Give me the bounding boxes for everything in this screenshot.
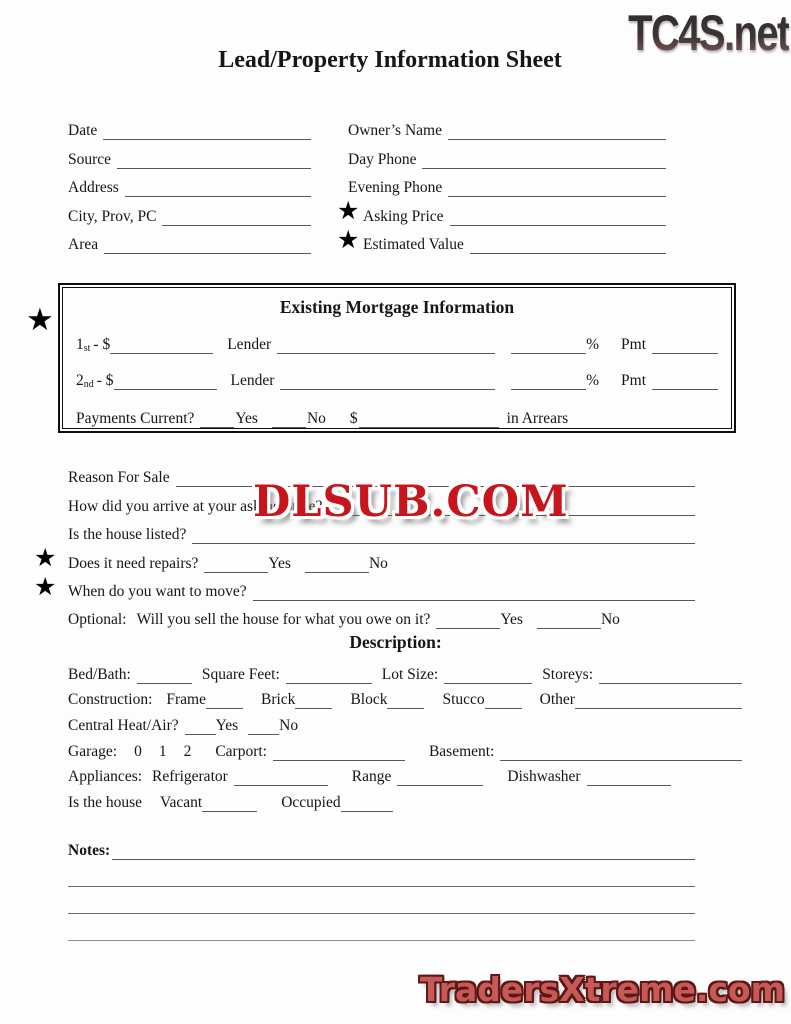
- block-label: Block: [350, 691, 388, 709]
- notes-line-4[interactable]: [68, 914, 695, 941]
- garage-option-1[interactable]: 1: [158, 742, 167, 760]
- payments-yes-label: Yes: [235, 410, 258, 427]
- refrigerator-line[interactable]: [234, 768, 328, 786]
- first-mortgage-ordinal: 1: [76, 336, 84, 353]
- bed-bath-label: Bed/Bath:: [68, 665, 131, 683]
- field-row-needs-repairs: [34, 543, 695, 573]
- field-row-optional-sell: [68, 601, 695, 629]
- frame-line[interactable]: [206, 691, 243, 709]
- notes-line-2[interactable]: [68, 860, 695, 887]
- first-mortgage-dollar-label: - $: [93, 336, 111, 353]
- block-line[interactable]: [387, 691, 424, 709]
- carport-line[interactable]: [273, 743, 405, 761]
- date-label: Date: [68, 122, 98, 140]
- field-row-evening-phone: [348, 169, 666, 197]
- house-listed-line[interactable]: [192, 526, 695, 544]
- estimated-value-label: Estimated Value: [363, 235, 464, 253]
- day-phone-label: Day Phone: [348, 150, 417, 168]
- storeys-label: Storeys:: [542, 665, 593, 683]
- payments-no-line[interactable]: [272, 410, 306, 428]
- brick-line[interactable]: [295, 691, 332, 709]
- star-icon: ★: [337, 224, 360, 254]
- field-row-appliances: [68, 761, 742, 787]
- optional-question-label: Will you sell the house for what you owe on it?: [136, 611, 431, 629]
- in-arrears-label: in Arrears: [506, 410, 569, 427]
- dishwasher-label: Dishwasher: [507, 768, 581, 786]
- garage-option-2[interactable]: 2: [183, 742, 192, 760]
- second-pmt-line[interactable]: [652, 372, 718, 390]
- basement-line[interactable]: [500, 743, 742, 761]
- first-lender-line[interactable]: [277, 336, 495, 354]
- occupied-label: Occupied: [281, 794, 341, 812]
- optional-yes-line[interactable]: [436, 611, 500, 629]
- reason-for-sale-label: Reason For Sale: [68, 469, 170, 487]
- first-mortgage-ordinal-suffix: st: [83, 343, 91, 354]
- vacant-label: Vacant: [160, 794, 203, 812]
- move-date-label: When do you want to move?: [68, 582, 247, 600]
- other-label: Other: [539, 691, 575, 709]
- heat-no-line[interactable]: [248, 717, 279, 735]
- dishwasher-line[interactable]: [587, 768, 671, 786]
- field-row-source: [68, 140, 311, 168]
- asking-price-basis-label: How did you arrive at your asking price?: [68, 497, 323, 515]
- star-icon: ★: [34, 543, 57, 573]
- asking-price-label: Asking Price: [363, 207, 444, 225]
- first-pmt-label: Pmt: [621, 336, 646, 353]
- mortgage-section: [26, 283, 736, 433]
- occupied-line[interactable]: [341, 794, 393, 812]
- contact-left-column: [68, 112, 311, 254]
- owner-name-line[interactable]: [448, 122, 666, 140]
- mortgage-row-first: [76, 331, 718, 354]
- carport-label: Carport:: [215, 742, 267, 760]
- heat-yes-line[interactable]: [185, 717, 216, 735]
- frame-label: Frame: [166, 691, 206, 709]
- notes-section: [68, 841, 695, 941]
- city-prov-pc-line[interactable]: [162, 208, 311, 226]
- field-row-central-heat: [68, 709, 742, 735]
- field-row-construction: [68, 684, 742, 710]
- description-section: [68, 658, 742, 812]
- storeys-line[interactable]: [599, 666, 742, 684]
- tradersxtreme-watermark: TradersXtreme.com: [419, 970, 785, 1009]
- mortgage-row-payments: [76, 404, 718, 428]
- second-mortgage-amount-line[interactable]: [114, 372, 217, 390]
- payments-yes-line[interactable]: [200, 410, 234, 428]
- source-line[interactable]: [117, 151, 311, 169]
- square-feet-label: Square Feet:: [201, 665, 280, 683]
- estimated-value-line[interactable]: [470, 236, 666, 254]
- second-lender-line[interactable]: [280, 372, 495, 390]
- field-row-city: [68, 197, 311, 225]
- other-line[interactable]: [575, 691, 742, 709]
- basement-label: Basement:: [428, 742, 495, 760]
- central-heat-label: Central Heat/Air?: [68, 717, 179, 735]
- address-line[interactable]: [125, 179, 311, 197]
- owner-name-label: Owner’s Name: [348, 122, 442, 140]
- contact-right-column: [337, 112, 666, 254]
- needs-repairs-label: Does it need repairs?: [68, 554, 199, 572]
- field-row-garage: [68, 735, 742, 761]
- first-rate-line[interactable]: [511, 336, 586, 354]
- dlsub-watermark: DLSUB.COM: [253, 477, 569, 527]
- field-row-day-phone: [348, 140, 666, 168]
- address-label: Address: [68, 179, 119, 197]
- move-date-line[interactable]: [253, 583, 695, 601]
- field-row-bedbath: [68, 658, 742, 684]
- stucco-label: Stucco: [442, 691, 485, 709]
- optional-yes-label: Yes: [500, 611, 523, 629]
- first-pmt-line[interactable]: [652, 336, 718, 354]
- arrears-dollar-label: $: [349, 410, 358, 427]
- asking-price-line[interactable]: [450, 208, 666, 226]
- field-row-area: [68, 226, 311, 254]
- field-row-move-date: [34, 571, 695, 601]
- mortgage-row-second: [76, 367, 718, 390]
- repairs-yes-line[interactable]: [204, 555, 268, 573]
- field-row-asking-price: [337, 196, 666, 226]
- optional-label: Optional:: [68, 611, 127, 629]
- heat-yes-label: Yes: [215, 717, 239, 735]
- range-line[interactable]: [397, 768, 483, 786]
- lot-size-label: Lot Size:: [381, 665, 439, 683]
- field-row-date: [68, 112, 311, 140]
- is-the-house-label: Is the house: [68, 794, 143, 812]
- range-label: Range: [351, 768, 392, 786]
- stucco-line[interactable]: [485, 691, 522, 709]
- repairs-no-label: No: [368, 554, 388, 572]
- field-row-estimated-value: [337, 224, 666, 254]
- field-row-address: [68, 169, 311, 197]
- second-mortgage-ordinal-suffix: nd: [83, 379, 94, 390]
- optional-no-line[interactable]: [537, 611, 601, 629]
- second-rate-line[interactable]: [511, 372, 586, 390]
- garage-label: Garage:: [68, 742, 118, 760]
- repairs-yes-label: Yes: [268, 554, 291, 572]
- notes-line-3[interactable]: [68, 887, 695, 914]
- refrigerator-label: Refrigerator: [152, 768, 228, 786]
- second-mortgage-dollar-label: - $: [96, 372, 114, 389]
- second-mortgage-ordinal: 2: [76, 372, 84, 389]
- star-icon: ★: [34, 571, 57, 601]
- field-row-notes: [68, 841, 695, 860]
- evening-phone-line[interactable]: [448, 179, 666, 197]
- appliances-label: Appliances:: [68, 768, 143, 786]
- area-label: Area: [68, 235, 99, 253]
- bed-bath-line[interactable]: [137, 666, 192, 684]
- star-icon: ★: [337, 196, 360, 226]
- evening-phone-label: Evening Phone: [348, 179, 443, 197]
- second-percent-label: %: [586, 372, 600, 389]
- notes-label: Notes:: [68, 842, 111, 859]
- first-mortgage-amount-line[interactable]: [110, 336, 213, 354]
- mortgage-title: Existing Mortgage Information: [279, 297, 515, 317]
- house-listed-label: Is the house listed?: [68, 526, 187, 544]
- area-line[interactable]: [104, 236, 311, 254]
- payments-no-label: No: [306, 410, 326, 427]
- brick-label: Brick: [261, 691, 296, 709]
- garage-option-0[interactable]: 0: [134, 742, 142, 760]
- arrears-amount-line[interactable]: [359, 410, 499, 428]
- city-prov-pc-label: City, Prov, PC: [68, 207, 157, 225]
- second-lender-label: Lender: [230, 372, 275, 389]
- optional-no-label: No: [600, 611, 620, 629]
- page-title: Lead/Property Information Sheet: [218, 47, 562, 73]
- tc4s-watermark: TC4S.net: [628, 5, 789, 61]
- heat-no-label: No: [279, 717, 299, 735]
- notes-line-1[interactable]: [112, 842, 695, 860]
- first-lender-label: Lender: [227, 336, 272, 353]
- vacant-line[interactable]: [202, 794, 257, 812]
- payments-current-label: Payments Current?: [76, 410, 195, 427]
- field-row-vacancy: [68, 786, 742, 812]
- date-line[interactable]: [103, 122, 311, 140]
- square-feet-line[interactable]: [286, 666, 372, 684]
- second-pmt-label: Pmt: [621, 372, 646, 389]
- source-label: Source: [68, 150, 112, 168]
- day-phone-line[interactable]: [422, 151, 666, 169]
- construction-label: Construction:: [68, 691, 153, 709]
- field-row-owner-name: [348, 112, 666, 140]
- repairs-no-line[interactable]: [305, 555, 369, 573]
- first-percent-label: %: [586, 336, 600, 353]
- lot-size-line[interactable]: [444, 666, 532, 684]
- mortgage-box: [62, 287, 732, 429]
- star-icon: ★: [26, 302, 54, 338]
- description-heading: Description:: [349, 632, 442, 652]
